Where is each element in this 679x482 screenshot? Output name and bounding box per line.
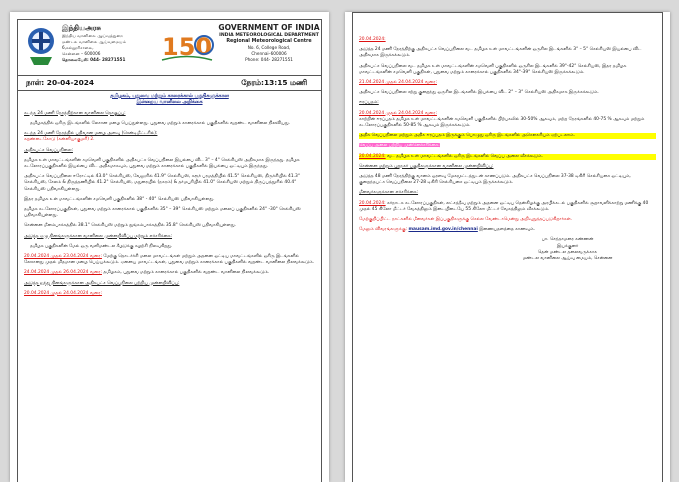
document-page-1 (10, 12, 329, 482)
discomfort-warning: அதிக வெப்பநிலை மற்றும் அதிக ஈரப்பதம் இருக்கும் பொழுது ஒரிரு இடங்களில் அசௌகரியம் ஏற்படலாம். (359, 133, 656, 139)
temp-forecast-text: அடுத்த 24 மணி நேரத்திற்கு அதிகபட்ச வெப்பநிலை வட தமிழக உள் மாவட்டங்களின் ஒருசில இடங்களில் 3° – 5° செல்சியஸ் இயல்பை விட அதிகமாக இருக்கக்கூடும். (359, 47, 642, 59)
page-2-body (353, 13, 662, 265)
section-heading-chennai: சென்னை மற்றும் புறநகர் பகுதிகளுக்கான வானிலை முன்னறிவிப்பு: (359, 163, 494, 169)
english-govt-title: GOVERNMENT OF INDIA (218, 23, 320, 32)
date-time-bar (18, 76, 321, 91)
forecast-circulation: தமிழக பகுதிகளின் மேல் ஒரு வளிமண்டல கீழடுக்கு சுழற்சி நிலவுகிறது. (30, 243, 173, 249)
max-temp-stations: அதிகபட்ச வெப்பநிலை ஈரோட்டில் 43.0° செல்சியஸ், வேலூரில் 41.9° செல்சியஸ், கரூர் பரமத்தியில் 41.5° செல்சியஸ், திருச்சியில் 41.3° செல்சியஸ், சேலம் & திருத்தணியில் 41.2° செல்சியஸ், மதுரையில் (நகரம்) & தர்மபுரியில் 41.0° செல்சியஸ் மற்றும் திருப்பத்தூரில் 40.4° செல்சியஸ் பதிவாகியுள்ளது. (24, 174, 301, 192)
temp-forecast-range: அதிகபட்ச வெப்பநிலை வட தமிழக உள் மாவட்டங்களின் சமவெளி பகுதிகளில் ஒருசில இடங்களில் 39°-42° செல்சியஸ், இதர தமிழக மாவட்டங்களின் சமவெளி பகுதிகள், புதுவை மற்றும் காரைக்கால் பகுதிகளில் 34°-39° செல்சியஸ் இருக்கக்கூடும். (359, 63, 627, 75)
signatory-centre: மண்டல வானிலை ஆய்வு மையம், சென்னை (522, 256, 613, 262)
section-heading-humidity: ஈரப்பதம்: (359, 100, 379, 106)
heatwave-text: வட தமிழக உள் மாவட்டங்களில் ஒரிரு இடங்களில் வெப்ப அலை வீசக்கூடும். (387, 153, 543, 159)
section-heading-fishermen: மீனவர்களுக்கான எச்சரிக்கை: (359, 190, 419, 196)
english-address-block (218, 23, 320, 63)
max-temp-coastal: தமிழக கடலோரப்பகுதிகள், புதுவை மற்றும் காரைக்கால் பகுதிகளில் 35° – 39° செல்சியஸ் மற்றும் மலைப் பகுதிகளில் 24° -30° செல்சியஸ் பதிவாகியுள்ளது. (24, 207, 301, 219)
report-date: நாள்: 20-04-2024 (26, 78, 95, 87)
website-link[interactable]: mausam.imd.gov.in/chennai (408, 227, 478, 233)
page-1-body (18, 91, 321, 300)
english-phone: Phone: 044- 28271551 (245, 57, 293, 62)
imd-emblem-icon (24, 25, 58, 67)
section-heading-max-temp: அதிகபட்ச வெப்பநிலை: (24, 147, 73, 153)
heatwave-date: 20.04.2024: (359, 153, 386, 159)
tamil-line: சென்னை – 600006 (62, 51, 101, 56)
signatory-name: பா. செந்தாமரை கண்ணன் (541, 237, 594, 243)
forecast-text: தமிழகம், புதுவை மற்றும் காரைக்கால் பகுதிகளில் வறண்ட வானிலை நிலவக்கூடும். (103, 270, 270, 276)
max-temp-paragraph: தமிழக உள் மாவட்டங்களின் சமவெளி பகுதிகளில் அதிகபட்ச வெப்பநிலை இயல்பை விட 3° – 4° செல்சியஸ் அதிகமாக இருந்தது. தமிழக கடலோரப்பகுதிகளில் இயல்பை விட அதிகமாகவும், புதுவை மற்றும் காரைக்கால் பகுதிகளில் இயல்பை ஒட்டியும் இருந்தது. (24, 157, 300, 170)
section-heading-past-24h: கடந்த 24 மணி நேரத்திற்கான வானிலை தொகுப்பு: (24, 110, 126, 116)
forecast-date-range: 24.04.2024 முதல் 26.04.2024 வரை: (24, 270, 102, 276)
tamil-phone: தொலைபேசி: 044- 28271551 (62, 57, 126, 62)
tamil-line: இந்திய வானிலை ஆய்வுத்துறை (62, 33, 124, 38)
forecast-date-range: 20.04.2024 முதல் 23.04.2024 வரை: (24, 254, 102, 260)
tamil-govt-title: இந்தியஅரசு (62, 24, 101, 32)
signature-block (479, 237, 656, 262)
report-title-line-1: தமிழகம், புதுவை மற்றும் காரைக்கால் பகுதிகளுக்கான (110, 94, 229, 99)
rainfall-value: சுறண்டைகோடு (கன்னியாகுமரி) 2. (24, 137, 95, 143)
past-24h-summary: தமிழகத்தில் ஒரிரு இடங்களில் லேசான மழை பெய்துள்ளது. புதுவை மற்றும் காரைக்கால் பகுதிகளில் வறண்ட வானிலை நிலவியது. (30, 121, 290, 127)
forecast-text: மேற்கு தொடர்ச்சி மலை மாவட்டங்கள் மற்றும் அதனை ஒட்டிய மாவட்டங்களில் ஒரிரு இடங்களில் லேசானது முதல் மிதமான மழை பெய்யக்கூடும். ஏனைய மாவட்டங்கள், புதுவை மற்றும் காரைக்கால் பகுதிகளில் வறண்ட வானிலை நிலவக்கூடும். (24, 254, 315, 266)
more-info-tail: இணையதளத்தை காணவும். (479, 227, 535, 233)
more-info-label: மேலும் விவரங்களுக்கு: (359, 227, 408, 233)
fishermen-text: கர்நாடக கடலோரப்பகுதிகள், லட்சத்தீவு மற்றும் அதனை ஒட்டிய தென்கிழக்கு அரபிக்கடல் பகுதிகளில் சூறாவளிக்காற்று மணிக்கு 40 முதல் 45 கிலோ மீட்டர் வேகத்திலும் இடையிடையே 55 கிலோ மீட்டர் வேகத்திலும் வீசக்கூடும். (359, 200, 649, 212)
tamil-line: மண்டல வானிலை ஆய்வுமையம் (62, 39, 126, 44)
logo-150-text: 150 (162, 33, 213, 61)
document-page-2 (345, 12, 670, 482)
signatory-title: இயக்குனர் (556, 243, 579, 249)
report-time: நேரம்:13:15 மணி (241, 78, 307, 87)
temp-forecast-text: அதிகபட்ச வெப்பநிலை சற்று குறைந்து ஒருசில இடங்களில் இயல்பை விட 2° – 3° செல்சியஸ் அதிகமாக இருக்கக்கூடும். (359, 90, 599, 96)
max-temp-interior: இதர தமிழக உள் மாவட்டங்களின் சமவெளி பகுதிகளில் 38° - 40° செல்சியஸ் பதிவாகியுள்ளது. (24, 196, 215, 202)
signatory-office: தென் மண்டல தலைவருக்காக (537, 249, 598, 255)
chennai-forecast: அடுத்த 48 மணி நேரத்திற்கு வானம் ஓரளவு மேகமூட்டத்துடன் காணப்படும். அதிகபட்ச வெப்பநிலை 37-38 டிகிரி செல்சியசை ஒட்டியும், குறைந்தபட்ச வெப்பநிலை 27-28 டிகிரி செல்சியசை ஒட்டியும் இருக்கக்கூடும். (359, 174, 631, 186)
english-line: No. 6, College Road, (247, 45, 291, 50)
imd-150-years-logo-icon (158, 27, 216, 65)
fishermen-date: 20.04.2024: (359, 200, 386, 206)
section-heading-forecast: அடுத்த ஏழு தினங்களுக்கான வானிலை முன்னறிவிப்பு மற்றும் எச்சரிக்கை: (24, 233, 173, 239)
english-dept: INDIA METEOROLOGICAL DEPARTMENT (219, 33, 319, 38)
report-title-line-2: இன்றைய வானிலை அறிக்கை (136, 100, 203, 106)
max-temp-chennai: சென்னை மீனம்பாக்கத்தில் 38.1° செல்சியஸ் மற்றும் நுங்கம்பாக்கத்தில் 35.8° செல்சியஸ் பதிவாகியுள்ளது. (24, 223, 236, 229)
heatwave-heading: வெப்ப அலை பற்றிய முன்னெச்சரிக்கை: (359, 143, 440, 149)
english-line: Regional Meteorological Centre (226, 39, 312, 44)
section-heading-temp-forecast: அடுத்த ஐந்து தினங்களுக்கான அதிகபட்ச வெப்பநிலை பற்றிய முன்னறிவிப்பு: (24, 280, 180, 286)
humidity-text: காற்றின் ஈரப்பதம் தமிழக உள் மாவட்டங்களின் சமவெளி பகுதிகளில் பிற்பகலில் 30-50% ஆகவும், மற்ற நேரங்களில் 40-75 % ஆகவும் மற்றும் கடலோரப்பகுதிகளில் 50-85 % ஆகவும் இருக்கக்கூடும். (359, 116, 645, 129)
temp-forecast-date: 20.04.2024 முதல் 24.04.2024 வரை: (24, 290, 102, 296)
temp-date: 20.04.2024: (359, 37, 386, 42)
humidity-date-range: 20.04.2024 முதல் 24.04.2024 வரை: (359, 110, 437, 116)
tamil-line: 6,கல்லூரிசாலை, (62, 45, 94, 50)
temp-date-range: 21.04.2024 முதல் 24.04.2024 வரை: (359, 80, 437, 86)
section-heading-rainfall: கடந்த 24 மணி நேரத்தில் பதிவான மழை அளவு (சென்டிமீட்டரில்): (24, 131, 158, 137)
fishermen-advisory: மேற்குறிப்பிட்ட நாட்களில் மீனவர்கள் இப்பகுதிகளுக்கு செல்ல வேண்டாமென்று அறிவுறுத்தப்படுகிறார்கள். (359, 217, 573, 223)
tamil-address-block (62, 24, 154, 63)
english-line: Chennai–600006 (251, 51, 287, 56)
letterhead (18, 20, 321, 76)
